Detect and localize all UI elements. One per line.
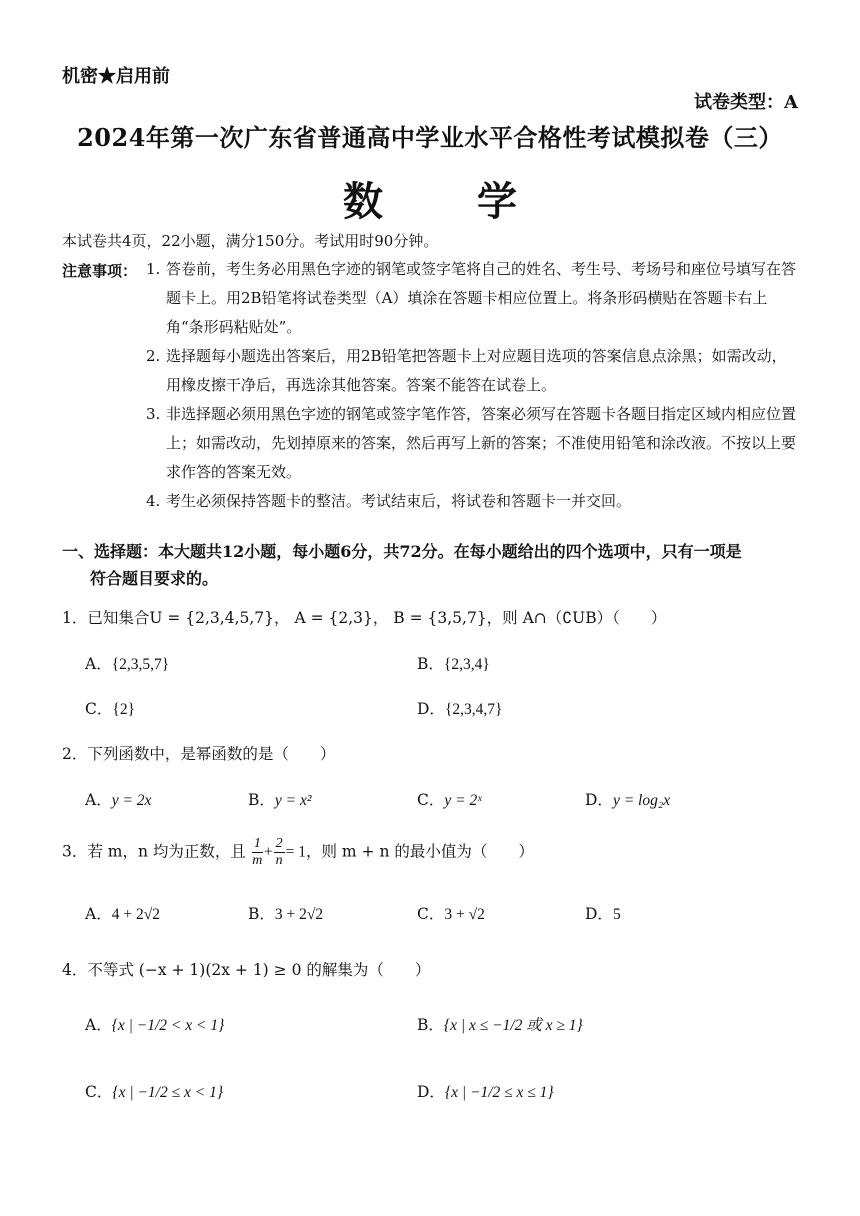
question-text: 已知集合U = {2,3,4,5,7}， A = {2,3}， B = {3,5,7}，则 A∩（∁UB）（ ） (87, 609, 667, 627)
question-text: 若 m，n 均为正数，且 (87, 842, 246, 861)
question-text: 下列函数中，是幂函数的是（ ） (87, 745, 336, 763)
confidential-label: 机密★启用前 (62, 66, 170, 87)
question-number: 3． (62, 842, 88, 861)
question-number: 2． (62, 745, 88, 763)
question-1-stem (62, 606, 666, 628)
question-2-stem (62, 742, 335, 764)
option-a: A．{2,3,5,7} (85, 655, 170, 673)
option-d: D．{x | −1/2 ≤ x ≤ 1} (417, 1083, 554, 1101)
note-item (146, 255, 798, 342)
question-text: 不等式 (−x + 1)(2x + 1) ≥ 0 的解集为（ ） (87, 961, 431, 979)
note-text: 答卷前，考生务必用黑色字迹的钢笔或签字笔将自己的姓名、考生号、考场号和座位号填写在答题卡上。用2B铅笔将试卷类型（A）填涂在答题卡相应位置上。将条形码横贴在答题卡右上角“条形码粘贴处”。 (166, 260, 797, 336)
option-a: A．4 + 2√2 (85, 905, 160, 923)
subject-title: 数 学 (343, 178, 557, 225)
note-number: 4. (146, 492, 161, 510)
option-b: B．{2,3,4} (417, 655, 490, 673)
fraction: $\frac{1}{m}$ (252, 836, 263, 868)
fraction: $\frac{2}{n}$ (275, 836, 283, 868)
question-number: 1． (62, 609, 88, 627)
option-b: B．3 + 2√2 (248, 905, 324, 923)
option-b: B．{x | x ≤ −1/2 或 x ≥ 1} (417, 1016, 583, 1034)
option-a: A．y = 2x (85, 791, 152, 809)
option-c: C．{x | −1/2 ≤ x < 1} (85, 1083, 224, 1101)
option-c: C．{2} (85, 700, 136, 718)
paper-info: 本试卷共4页，22小题，满分150分。考试用时90分钟。 (62, 232, 439, 250)
exam-title: 2024年第一次广东省普通高中学业水平合格性考试模拟卷（三） (77, 123, 783, 152)
note-number: 1. (146, 260, 161, 278)
option-b: B．y = x² (248, 791, 312, 809)
question-number: 4． (62, 961, 88, 979)
note-text: 非选择题必须用黑色字迹的钢笔或签字笔作答，答案必须写在答题卡各题目指定区域内相应位置上；如需改动，先划掉原来的答案，然后再写上新的答案；不准使用铅笔和涂改液。不按以上要求作答的答案无效。 (166, 405, 797, 481)
note-number: 3. (146, 405, 161, 423)
option-d: D．y = log₂x (585, 791, 671, 809)
option-d: D．5 (585, 905, 621, 923)
note-item (146, 487, 798, 516)
note-item (146, 342, 798, 400)
note-text: 选择题每小题选出答案后，用2B铅笔把答题卡上对应题目选项的答案信息点涂黑；如需改动，用橡皮擦干净后，再选涂其他答案。答案不能答在试卷上。 (166, 347, 787, 394)
notes-label: 注意事项： (62, 262, 138, 280)
option-c: C．y = 2ˣ (417, 791, 482, 809)
option-c: C．3 + √2 (417, 905, 485, 923)
section-heading: 一、选择题：本大题共12小题，每小题6分，共72分。在每小题给出的四个选项中，只有一项是 (62, 542, 742, 561)
option-a: A．{x | −1/2 < x < 1} (85, 1016, 225, 1034)
question-3-stem: 3．若 m，n 均为正数，且 $\frac{1}{m}$ + $\frac{2}{n}$ = 1，则 m + n 的最小值为（ ） (62, 836, 534, 868)
note-number: 2. (146, 347, 161, 365)
question-text: ，则 m + n 的最小值为（ ） (305, 842, 534, 861)
section-heading-cont: 符合题目要求的。 (90, 569, 219, 588)
question-4-stem (62, 958, 430, 980)
note-text: 考生必须保持答题卡的整洁。考试结束后，将试卷和答题卡一并交回。 (166, 492, 632, 510)
note-item (146, 400, 798, 487)
paper-type: 试卷类型：A (694, 92, 798, 113)
option-d: D．{2,3,4,7} (417, 700, 503, 718)
